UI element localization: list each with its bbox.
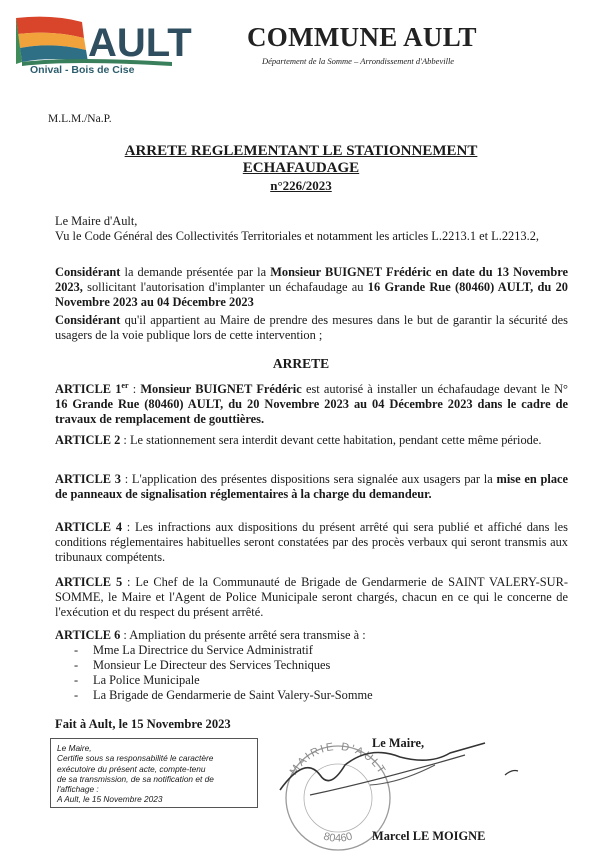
document-title-line2: ECHAFAUDAGE — [242, 160, 360, 176]
article-6 — [55, 628, 568, 703]
article-2 — [55, 433, 568, 448]
article-1-label: ARTICLE 1er — [55, 381, 129, 397]
arrete-heading: ARRETE — [272, 356, 330, 371]
considerant-1-a: la demande présentée par la — [120, 265, 271, 279]
document-reference: M.L.M./Na.P. — [48, 113, 112, 125]
article-5 — [55, 575, 568, 620]
svg-text:MAIRIE D'AULT: MAIRIE D'AULT — [287, 740, 389, 778]
article-4-text: : Les infractions aux dispositions du présent arrêté qui sera publié et affiché dans les conditions réglementaires habituelles seront constatées par des procès verbaux qui seront transmis aux tribunaux compétents. — [55, 520, 568, 564]
article-1: ARTICLE 1er : Monsieur BUIGNET Frédéric est autorisé à installer un échafaudage devant le N° 16 Grande Rue (80460) AULT, du 20 Novembre 2023 au 04 Décembre 2023 dans le cadre de travaux de remplacement de gouttières. — [55, 381, 569, 427]
ampliation-list — [55, 643, 568, 703]
document-number: n°226/2023 — [270, 178, 332, 193]
considerant-1-c: sollicitant l'autorisation d'implanter un échafaudage au — [82, 280, 368, 294]
article-6-text: : Ampliation du présente arrêté sera transmise à : — [120, 628, 366, 642]
article-2-text: : Le stationnement sera interdit devant cette habitation, pendant cette même période. — [120, 433, 542, 447]
logo-subtitle: Onival - Bois de Cise — [30, 64, 135, 76]
article-6-label: ARTICLE 6 — [55, 628, 121, 642]
list-item: - La Brigade de Gendarmerie de Saint Valery-Sur-Somme — [55, 688, 568, 703]
list-item: - Monsieur Le Directeur des Services Techniques — [55, 658, 568, 673]
cert-line: A Ault, le 15 Novembre 2023 — [57, 794, 163, 805]
svg-text:80460: 80460 — [322, 830, 354, 845]
article-1-name: Monsieur BUIGNET Frédéric — [140, 382, 302, 397]
logo-text: AULT — [88, 21, 192, 65]
document-title-line1: ARRETE REGLEMENTANT LE STATIONNEMENT — [124, 143, 478, 159]
article-1-b: 16 Grande Rue (80460) AULT, du 20 Novembre 2023 au 04 Décembre 2023 dans le cadre de travaux de remplacement de gouttières. — [55, 397, 568, 427]
commune-subtitle: Département de la Somme – Arrondissement d'Abbeville — [262, 56, 455, 66]
article-3-label: ARTICLE 3 — [55, 472, 121, 486]
preamble-vu: Vu le Code Général des Collectivités Territoriales et notamment les articles L.2213.1 et L.2213.2, — [55, 229, 540, 243]
considerant-1-lead: Considérant — [55, 265, 121, 279]
fait-a-ault: Fait à Ault, le 15 Novembre 2023 — [55, 717, 231, 731]
preamble-maire: Le Maire d'Ault, — [55, 214, 138, 228]
considerant-2-lead: Considérant — [55, 313, 121, 327]
article-3-a: : L'application des présentes dispositions sera signalée aux usagers par la — [120, 472, 497, 486]
cert-line: Le Maire, — [57, 743, 92, 753]
certification-box — [50, 738, 258, 808]
preamble-considerant-1 — [55, 265, 568, 310]
article-4-label: ARTICLE 4 — [55, 520, 123, 534]
article-5-text: : Le Chef de la Communauté de Brigade de Gendarmerie de SAINT VALERY-SUR-SOMME, le Maire et l'Agent de Police Municipale seront chargés, chacun en ce qui le concerne de l'exécution et du respect du présent arrêté. — [55, 575, 568, 619]
considerant-1-b: Monsieur BUIGNET Frédéric en date du 13 Novembre 2023, — [55, 265, 568, 294]
commune-title: COMMUNE AULT — [247, 22, 477, 52]
signer-role: Le Maire, — [372, 736, 425, 750]
cert-line: Certifie sous sa responsabilité le caractère — [57, 753, 214, 764]
considerant-1-d: 16 Grande Rue (80460) AULT, du 20 Novembre 2023 au 04 Décembre 2023 — [55, 280, 568, 309]
article-3-b: mise en place de panneaux de signalisation réglementaires à la charge du demandeur. — [55, 472, 569, 501]
cert-line: exécutoire du présent acte, compte-tenu — [57, 763, 206, 774]
article-1-a: est autorisé à installer un échafaudage devant le N° — [301, 382, 569, 397]
signer-name: Marcel LE MOIGNE — [372, 829, 486, 843]
cert-line: l'affichage : — [57, 784, 99, 795]
cert-line: de sa transmission, de sa notification et de — [57, 773, 214, 784]
preamble-considerant-2 — [55, 313, 568, 343]
article-2-label: ARTICLE 2 — [55, 433, 121, 447]
list-item: - Mme La Directrice du Service Administratif — [55, 643, 568, 658]
article-5-label: ARTICLE 5 — [55, 575, 123, 589]
list-item: - La Police Municipale — [55, 673, 568, 688]
article-3 — [55, 472, 568, 502]
article-4 — [55, 520, 568, 565]
considerant-2-text: qu'il appartient au Maire de prendre des mesures dans le but de garantir la sécurité des usagers de la voie publique lors de cette intervention ; — [55, 313, 568, 342]
